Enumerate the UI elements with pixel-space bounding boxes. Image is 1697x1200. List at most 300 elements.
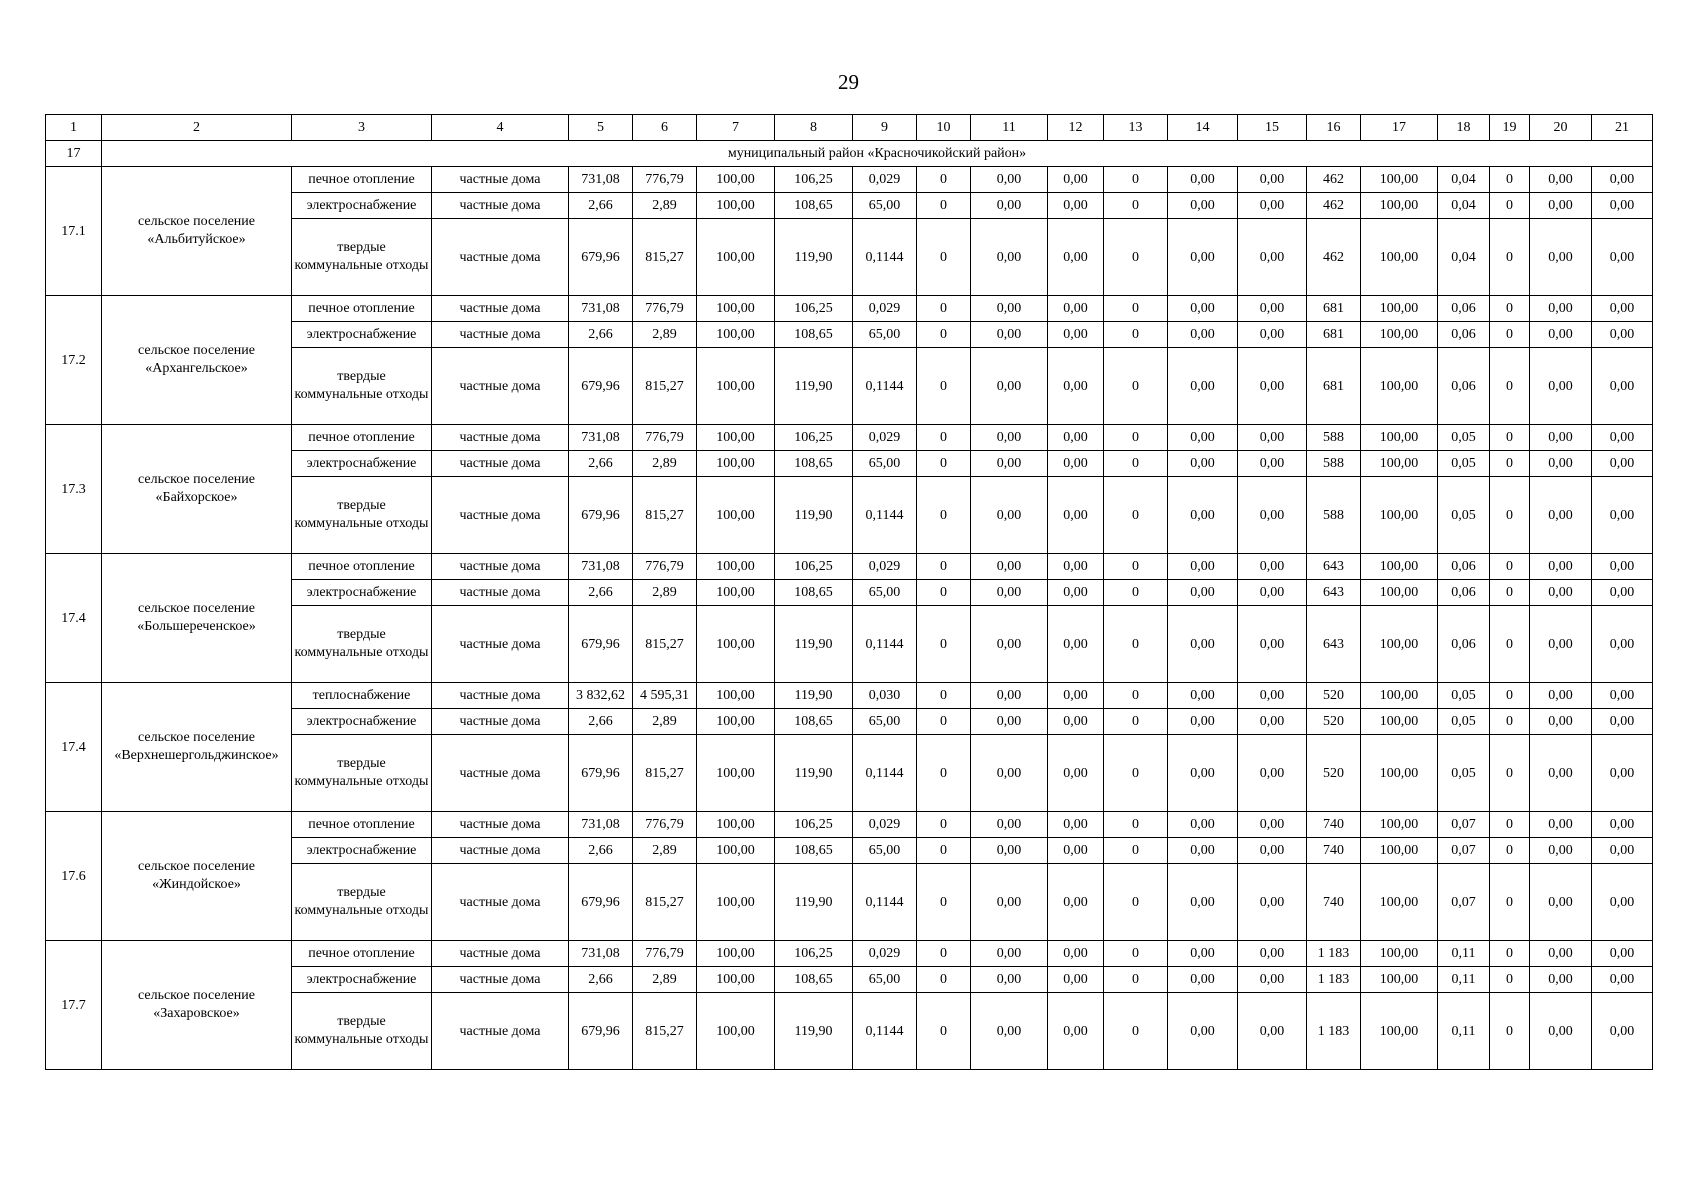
value-cell: 0,00 [1530, 477, 1592, 554]
value-cell: 65,00 [853, 709, 917, 735]
value-cell: 108,65 [775, 580, 853, 606]
value-cell: 0 [1490, 451, 1530, 477]
column-number-cell: 12 [1048, 115, 1104, 141]
value-cell: 0,00 [1530, 554, 1592, 580]
value-cell: 0,00 [1168, 580, 1238, 606]
housing-type-cell: частные дома [432, 993, 569, 1070]
value-cell: 106,25 [775, 941, 853, 967]
value-cell: 0,00 [1168, 167, 1238, 193]
value-cell: 0,00 [1168, 709, 1238, 735]
value-cell: 0,00 [1592, 193, 1653, 219]
value-cell: 0,00 [1238, 864, 1307, 941]
value-cell: 815,27 [633, 864, 697, 941]
value-cell: 0,06 [1438, 606, 1490, 683]
value-cell: 2,66 [569, 580, 633, 606]
value-cell: 0,00 [1530, 812, 1592, 838]
value-cell: 0 [1104, 993, 1168, 1070]
housing-type-cell: частные дома [432, 193, 569, 219]
value-cell: 0 [1104, 425, 1168, 451]
value-cell: 0 [1104, 864, 1168, 941]
value-cell: 776,79 [633, 425, 697, 451]
housing-type-cell: частные дома [432, 167, 569, 193]
value-cell: 108,65 [775, 838, 853, 864]
value-cell: 0,00 [1238, 451, 1307, 477]
value-cell: 100,00 [697, 296, 775, 322]
value-cell: 106,25 [775, 167, 853, 193]
value-cell: 0 [1490, 683, 1530, 709]
value-cell: 100,00 [1361, 425, 1438, 451]
value-cell: 0,00 [1048, 735, 1104, 812]
value-cell: 0,00 [1592, 812, 1653, 838]
value-cell: 0 [1490, 554, 1530, 580]
value-cell: 0,00 [1592, 709, 1653, 735]
housing-type-cell: частные дома [432, 219, 569, 296]
value-cell: 0,00 [1048, 322, 1104, 348]
value-cell: 0,06 [1438, 348, 1490, 425]
value-cell: 0 [1490, 580, 1530, 606]
value-cell: 0,00 [1530, 838, 1592, 864]
value-cell: 65,00 [853, 451, 917, 477]
value-cell: 106,25 [775, 554, 853, 580]
value-cell: 0,00 [1592, 167, 1653, 193]
value-cell: 100,00 [697, 477, 775, 554]
value-cell: 119,90 [775, 864, 853, 941]
service-type-cell: электроснабжение [292, 451, 432, 477]
value-cell: 0 [1490, 167, 1530, 193]
value-cell: 2,89 [633, 838, 697, 864]
value-cell: 0 [917, 683, 971, 709]
column-number-cell: 6 [633, 115, 697, 141]
value-cell: 0 [1104, 735, 1168, 812]
value-cell: 0,00 [1530, 683, 1592, 709]
column-number-cell: 14 [1168, 115, 1238, 141]
settlement-number: 17.6 [46, 812, 102, 941]
housing-type-cell: частные дома [432, 606, 569, 683]
value-cell: 0,00 [1048, 941, 1104, 967]
value-cell: 0,07 [1438, 812, 1490, 838]
value-cell: 0 [1490, 296, 1530, 322]
value-cell: 0 [917, 348, 971, 425]
column-number-cell: 9 [853, 115, 917, 141]
value-cell: 0,00 [1048, 812, 1104, 838]
value-cell: 0,00 [971, 812, 1048, 838]
value-cell: 815,27 [633, 735, 697, 812]
value-cell: 0,00 [1238, 735, 1307, 812]
value-cell: 643 [1307, 580, 1361, 606]
settlement-number: 17.1 [46, 167, 102, 296]
value-cell: 731,08 [569, 554, 633, 580]
value-cell: 0,00 [1592, 425, 1653, 451]
value-cell: 2,89 [633, 451, 697, 477]
value-cell: 0,00 [1168, 193, 1238, 219]
value-cell: 0,00 [1592, 554, 1653, 580]
value-cell: 0 [1104, 322, 1168, 348]
column-number-cell: 7 [697, 115, 775, 141]
value-cell: 776,79 [633, 167, 697, 193]
value-cell: 0,00 [971, 735, 1048, 812]
value-cell: 108,65 [775, 967, 853, 993]
housing-type-cell: частные дома [432, 709, 569, 735]
value-cell: 0,029 [853, 425, 917, 451]
value-cell: 0 [1104, 580, 1168, 606]
value-cell: 679,96 [569, 993, 633, 1070]
value-cell: 100,00 [1361, 580, 1438, 606]
settlement-name: сельское поселение «Верхнешергольджинское» [102, 683, 292, 812]
value-cell: 0,1144 [853, 477, 917, 554]
value-cell: 0 [1104, 967, 1168, 993]
value-cell: 0 [917, 167, 971, 193]
value-cell: 0,00 [1530, 451, 1592, 477]
value-cell: 681 [1307, 322, 1361, 348]
settlement-number: 17.4 [46, 554, 102, 683]
service-type-cell: электроснабжение [292, 709, 432, 735]
value-cell: 0,00 [1048, 683, 1104, 709]
value-cell: 0,00 [1592, 451, 1653, 477]
value-cell: 0 [1104, 167, 1168, 193]
service-type-cell: электроснабжение [292, 967, 432, 993]
value-cell: 679,96 [569, 477, 633, 554]
value-cell: 0,11 [1438, 993, 1490, 1070]
value-cell: 0,00 [1530, 425, 1592, 451]
column-number-cell: 3 [292, 115, 432, 141]
value-cell: 0,00 [1530, 348, 1592, 425]
value-cell: 0,030 [853, 683, 917, 709]
value-cell: 0,00 [1530, 967, 1592, 993]
value-cell: 0,029 [853, 296, 917, 322]
value-cell: 0,05 [1438, 709, 1490, 735]
value-cell: 0 [917, 477, 971, 554]
value-cell: 0 [917, 709, 971, 735]
column-number-cell: 8 [775, 115, 853, 141]
service-type-cell: печное отопление [292, 554, 432, 580]
value-cell: 119,90 [775, 683, 853, 709]
value-cell: 679,96 [569, 219, 633, 296]
value-cell: 100,00 [697, 193, 775, 219]
value-cell: 0,06 [1438, 580, 1490, 606]
value-cell: 0,06 [1438, 296, 1490, 322]
column-number-cell: 4 [432, 115, 569, 141]
value-cell: 0,00 [1238, 838, 1307, 864]
value-cell: 100,00 [1361, 735, 1438, 812]
column-number-row [46, 115, 1653, 141]
settlement-name: сельское поселение «Жиндойское» [102, 812, 292, 941]
value-cell: 65,00 [853, 580, 917, 606]
value-cell: 0 [1490, 941, 1530, 967]
value-cell: 0 [917, 941, 971, 967]
value-cell: 588 [1307, 451, 1361, 477]
value-cell: 0,00 [1592, 864, 1653, 941]
value-cell: 2,66 [569, 451, 633, 477]
value-cell: 0,00 [1530, 219, 1592, 296]
value-cell: 0 [917, 451, 971, 477]
value-cell: 119,90 [775, 606, 853, 683]
value-cell: 776,79 [633, 296, 697, 322]
value-cell: 588 [1307, 477, 1361, 554]
value-cell: 108,65 [775, 193, 853, 219]
housing-type-cell: частные дома [432, 580, 569, 606]
value-cell: 0,00 [1530, 167, 1592, 193]
table-row [46, 812, 1653, 838]
value-cell: 0,00 [1048, 580, 1104, 606]
value-cell: 100,00 [1361, 864, 1438, 941]
settlement-name: сельское поселение «Альбитуйское» [102, 167, 292, 296]
value-cell: 520 [1307, 735, 1361, 812]
value-cell: 2,66 [569, 322, 633, 348]
value-cell: 0 [1104, 838, 1168, 864]
value-cell: 0 [917, 296, 971, 322]
value-cell: 0 [917, 838, 971, 864]
value-cell: 0,00 [971, 580, 1048, 606]
column-number-cell: 15 [1238, 115, 1307, 141]
value-cell: 100,00 [1361, 993, 1438, 1070]
value-cell: 4 595,31 [633, 683, 697, 709]
value-cell: 0 [1490, 993, 1530, 1070]
value-cell: 0,00 [1168, 864, 1238, 941]
value-cell: 2,89 [633, 580, 697, 606]
value-cell: 1 183 [1307, 941, 1361, 967]
value-cell: 100,00 [697, 348, 775, 425]
value-cell: 0,00 [971, 709, 1048, 735]
value-cell: 643 [1307, 554, 1361, 580]
value-cell: 0,00 [1592, 735, 1653, 812]
value-cell: 3 832,62 [569, 683, 633, 709]
value-cell: 0,029 [853, 167, 917, 193]
value-cell: 0,00 [971, 941, 1048, 967]
value-cell: 0,00 [1530, 296, 1592, 322]
value-cell: 815,27 [633, 993, 697, 1070]
value-cell: 0,00 [971, 322, 1048, 348]
value-cell: 0,00 [1168, 941, 1238, 967]
value-cell: 2,66 [569, 193, 633, 219]
value-cell: 0,00 [1238, 606, 1307, 683]
value-cell: 0,00 [1530, 993, 1592, 1070]
value-cell: 0,00 [1530, 709, 1592, 735]
value-cell: 0,00 [1592, 348, 1653, 425]
value-cell: 588 [1307, 425, 1361, 451]
value-cell: 0,00 [1238, 580, 1307, 606]
value-cell: 100,00 [697, 219, 775, 296]
table-row [46, 167, 1653, 193]
value-cell: 100,00 [1361, 709, 1438, 735]
value-cell: 0,00 [1048, 967, 1104, 993]
value-cell: 0,00 [971, 683, 1048, 709]
value-cell: 0,00 [1530, 941, 1592, 967]
value-cell: 462 [1307, 219, 1361, 296]
value-cell: 119,90 [775, 735, 853, 812]
value-cell: 0,00 [1238, 425, 1307, 451]
value-cell: 0 [1104, 812, 1168, 838]
service-type-cell: печное отопление [292, 296, 432, 322]
value-cell: 0,00 [1592, 477, 1653, 554]
value-cell: 100,00 [697, 709, 775, 735]
column-number-cell: 19 [1490, 115, 1530, 141]
service-type-cell: твердые коммунальные отходы [292, 606, 432, 683]
value-cell: 0 [1104, 193, 1168, 219]
service-type-cell: теплоснабжение [292, 683, 432, 709]
value-cell: 0,00 [1168, 735, 1238, 812]
value-cell: 731,08 [569, 425, 633, 451]
value-cell: 0 [1104, 941, 1168, 967]
service-type-cell: твердые коммунальные отходы [292, 348, 432, 425]
value-cell: 643 [1307, 606, 1361, 683]
value-cell: 100,00 [1361, 838, 1438, 864]
value-cell: 100,00 [697, 606, 775, 683]
value-cell: 0 [1104, 554, 1168, 580]
column-number-cell: 16 [1307, 115, 1361, 141]
value-cell: 0,00 [971, 477, 1048, 554]
value-cell: 0 [917, 993, 971, 1070]
service-type-cell: твердые коммунальные отходы [292, 477, 432, 554]
value-cell: 0,00 [971, 993, 1048, 1070]
column-number-cell: 13 [1104, 115, 1168, 141]
value-cell: 776,79 [633, 812, 697, 838]
value-cell: 0,00 [1048, 709, 1104, 735]
value-cell: 0,029 [853, 812, 917, 838]
value-cell: 0,00 [1592, 941, 1653, 967]
value-cell: 0,11 [1438, 967, 1490, 993]
value-cell: 0,00 [1530, 735, 1592, 812]
value-cell: 1 183 [1307, 967, 1361, 993]
value-cell: 0 [1490, 838, 1530, 864]
value-cell: 0,00 [971, 864, 1048, 941]
value-cell: 0 [917, 219, 971, 296]
value-cell: 679,96 [569, 606, 633, 683]
value-cell: 0 [1490, 322, 1530, 348]
column-number-cell: 17 [1361, 115, 1438, 141]
housing-type-cell: частные дома [432, 322, 569, 348]
value-cell: 100,00 [697, 812, 775, 838]
value-cell: 0 [1104, 296, 1168, 322]
value-cell: 65,00 [853, 838, 917, 864]
value-cell: 0,029 [853, 554, 917, 580]
value-cell: 0,00 [971, 554, 1048, 580]
value-cell: 0 [1490, 348, 1530, 425]
value-cell: 0,00 [1168, 451, 1238, 477]
value-cell: 0 [1104, 477, 1168, 554]
value-cell: 0,00 [1048, 838, 1104, 864]
value-cell: 0,00 [1168, 683, 1238, 709]
value-cell: 0 [1104, 683, 1168, 709]
value-cell: 815,27 [633, 219, 697, 296]
table-row [46, 683, 1653, 709]
value-cell: 0 [917, 193, 971, 219]
value-cell: 740 [1307, 864, 1361, 941]
housing-type-cell: частные дома [432, 683, 569, 709]
value-cell: 0,00 [1592, 683, 1653, 709]
value-cell: 100,00 [697, 322, 775, 348]
value-cell: 1 183 [1307, 993, 1361, 1070]
settlement-number: 17.4 [46, 683, 102, 812]
district-number: 17 [46, 141, 102, 167]
value-cell: 0,1144 [853, 993, 917, 1070]
value-cell: 0,00 [1048, 606, 1104, 683]
value-cell: 106,25 [775, 296, 853, 322]
value-cell: 0,00 [1530, 864, 1592, 941]
value-cell: 679,96 [569, 864, 633, 941]
value-cell: 0,00 [1048, 425, 1104, 451]
value-cell: 0,00 [1168, 838, 1238, 864]
value-cell: 119,90 [775, 993, 853, 1070]
value-cell: 0 [917, 812, 971, 838]
settlement-name: сельское поселение «Захаровское» [102, 941, 292, 1070]
value-cell: 0 [1490, 219, 1530, 296]
table-body [46, 115, 1653, 1070]
value-cell: 0,00 [1168, 322, 1238, 348]
value-cell: 108,65 [775, 451, 853, 477]
value-cell: 731,08 [569, 167, 633, 193]
value-cell: 0,00 [1048, 219, 1104, 296]
settlement-name: сельское поселение «Большереченское» [102, 554, 292, 683]
value-cell: 0,05 [1438, 683, 1490, 709]
table-row [46, 425, 1653, 451]
value-cell: 100,00 [697, 993, 775, 1070]
value-cell: 0 [917, 967, 971, 993]
value-cell: 108,65 [775, 709, 853, 735]
value-cell: 0,00 [1048, 864, 1104, 941]
value-cell: 0,00 [971, 967, 1048, 993]
value-cell: 100,00 [697, 967, 775, 993]
value-cell: 0 [1490, 193, 1530, 219]
value-cell: 0,00 [1238, 993, 1307, 1070]
value-cell: 0,00 [1238, 812, 1307, 838]
value-cell: 0,00 [971, 451, 1048, 477]
housing-type-cell: частные дома [432, 425, 569, 451]
column-number-cell: 11 [971, 115, 1048, 141]
value-cell: 0 [1104, 451, 1168, 477]
tariff-table [45, 114, 1653, 1070]
value-cell: 0 [1490, 425, 1530, 451]
value-cell: 108,65 [775, 322, 853, 348]
value-cell: 100,00 [1361, 296, 1438, 322]
value-cell: 0,00 [1168, 967, 1238, 993]
value-cell: 0 [1104, 348, 1168, 425]
value-cell: 0,06 [1438, 322, 1490, 348]
value-cell: 0,07 [1438, 864, 1490, 941]
value-cell: 0,07 [1438, 838, 1490, 864]
value-cell: 119,90 [775, 219, 853, 296]
settlement-number: 17.2 [46, 296, 102, 425]
value-cell: 65,00 [853, 322, 917, 348]
value-cell: 0,00 [1530, 580, 1592, 606]
value-cell: 0,00 [1168, 812, 1238, 838]
value-cell: 0,00 [1592, 296, 1653, 322]
column-number-cell: 21 [1592, 115, 1653, 141]
value-cell: 0,1144 [853, 348, 917, 425]
service-type-cell: твердые коммунальные отходы [292, 735, 432, 812]
value-cell: 0,00 [1592, 838, 1653, 864]
value-cell: 520 [1307, 683, 1361, 709]
value-cell: 0 [1490, 735, 1530, 812]
value-cell: 0,00 [1530, 606, 1592, 683]
value-cell: 119,90 [775, 348, 853, 425]
value-cell: 0,00 [1592, 322, 1653, 348]
value-cell: 0,00 [1530, 322, 1592, 348]
value-cell: 0,1144 [853, 735, 917, 812]
column-number-cell: 2 [102, 115, 292, 141]
value-cell: 100,00 [1361, 967, 1438, 993]
value-cell: 0,04 [1438, 167, 1490, 193]
value-cell: 0,00 [1168, 993, 1238, 1070]
column-number-cell: 5 [569, 115, 633, 141]
value-cell: 0,00 [1238, 348, 1307, 425]
value-cell: 815,27 [633, 606, 697, 683]
value-cell: 776,79 [633, 941, 697, 967]
column-number-cell: 1 [46, 115, 102, 141]
value-cell: 0,04 [1438, 219, 1490, 296]
value-cell: 100,00 [1361, 812, 1438, 838]
value-cell: 100,00 [1361, 193, 1438, 219]
value-cell: 0,00 [1592, 219, 1653, 296]
